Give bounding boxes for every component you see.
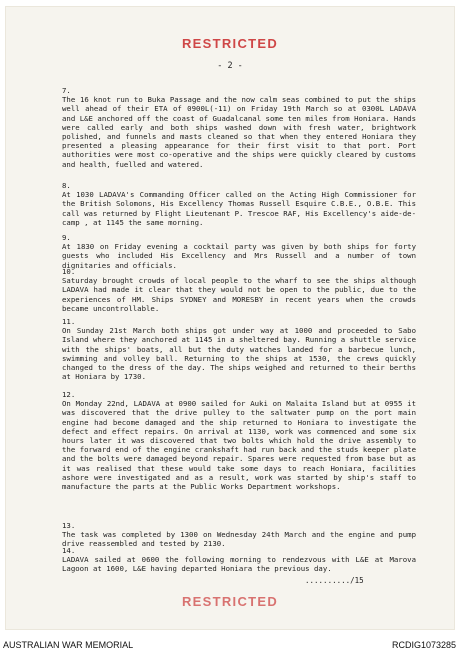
paragraph-7 bbox=[62, 86, 416, 169]
paragraph-number: 12. bbox=[62, 390, 76, 399]
paragraph-text: LADAVA sailed at 0600 the following morning to rendezvous with L&E at Marova Lagoon at 1600, L&E having departed Honiara the previous day. bbox=[62, 555, 416, 574]
continuation-marker: ........../15 bbox=[305, 576, 364, 585]
paragraph-text: The task was completed by 1300 on Wednesday 24th March and the engine and pump drive reassembled and tested by 2130. bbox=[62, 530, 416, 549]
paragraph-12 bbox=[62, 390, 416, 491]
archive-name: AUSTRALIAN WAR MEMORIAL bbox=[3, 640, 134, 650]
paragraph-number: 9. bbox=[62, 233, 71, 242]
paragraph-14 bbox=[62, 546, 416, 574]
paragraph-text: The 16 knot run to Buka Passage and the now calm seas combined to put the ships well ahead of their ETA of 0900L(-11) on Friday 19th March so at 0300L LADAVA and L&E anchored off the coast of Guadalcanal some ten miles from Honiara. Hands were called early and both ships washed down with fresh water, brightwork polished, and funnels and masts cleaned so that when they entered Honiara they presented a pleasing appearance for their first visit to that port. Port authorities were most co-operative and the ships were quickly cleared by customs and health, fuelled and watered. bbox=[62, 95, 416, 169]
page-number: - 2 - bbox=[217, 61, 243, 71]
paragraph-number: 13. bbox=[62, 521, 76, 530]
archive-footer bbox=[0, 638, 460, 654]
paragraph-number: 7. bbox=[62, 86, 71, 95]
paragraph-number: 14. bbox=[62, 546, 76, 555]
document-page bbox=[5, 6, 455, 630]
paragraph-number: 11. bbox=[62, 317, 76, 326]
restricted-stamp-top: RESTRICTED bbox=[181, 36, 279, 51]
item-id: RCDIG1073285 bbox=[391, 640, 456, 650]
paragraph-13 bbox=[62, 521, 416, 549]
paragraph-text: Saturday brought crowds of local people to the wharf to see the ships although LADAVA had made it clear that they would not be open to the public, due to the experiences of HM. Ships SYDNEY and MORESBY in recent years when the crowds became uncontrollable. bbox=[62, 276, 416, 313]
paragraph-9 bbox=[62, 233, 416, 270]
paragraph-number: 10. bbox=[62, 267, 76, 276]
paragraph-number: 8. bbox=[62, 181, 71, 190]
paragraph-text: At 1830 on Friday evening a cocktail party was given by both ships for forty guests who included His Excellency and Mrs Russell and a number of town dignitaries and officials. bbox=[62, 242, 416, 270]
paragraph-10 bbox=[62, 267, 416, 313]
paragraph-11 bbox=[62, 317, 416, 381]
paragraph-text: At 1030 LADAVA's Commanding Officer called on the Acting High Commissioner for the British Solomons, His Excellency Thomas Russell Esquire C.B.E., O.B.E. This call was returned by Flight Lieutenant P. Trescoe RAF, His Excellency's aide-de-camp , at 1145 the same morning. bbox=[62, 190, 416, 227]
paragraph-text: On Sunday 21st March both ships got under way at 1000 and proceeded to Sabo Island where they anchored at 1145 in a sheltered bay. Running a shuttle service with the ships' boats, all but the duty watches landed for a barbecue lunch, swimming and volley ball. Returning to the ships at 1530, the crews quickly changed to the dress of the day. The ships weighed and returned to their berths at Honiara by 1730. bbox=[62, 326, 416, 382]
restricted-stamp-bottom: RESTRICTED bbox=[181, 594, 279, 609]
paragraph-text: On Monday 22nd, LADAVA at 0900 sailed for Auki on Malaita Island but at 0955 it was discovered that the drive pulley to the saltwater pump on the port main engine had become damaged and the ship returned to Honiara to investigate the defect and effect repairs. On arrival at 1130, work was commenced and some six hours later it was discovered that two bolts which hold the drive assembly to the forward end of the engine crankshaft had run back and the studs keeper plate and the bolts were damaged beyond repair. Spares were requested from base but as it was realised that these would take some days to reach Honiara, facilities ashore were investigated and as a result, work was started by ship's staff to manufacture the parts at the Public Works Department workshops. bbox=[62, 399, 416, 492]
paragraph-8 bbox=[62, 181, 416, 227]
